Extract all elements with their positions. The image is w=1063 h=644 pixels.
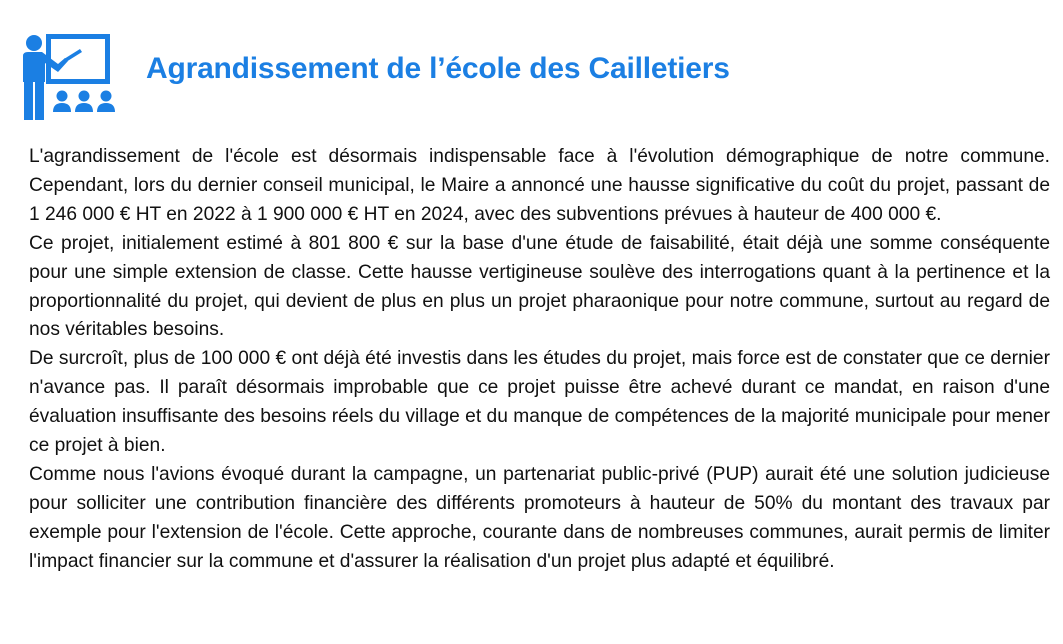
teacher-classroom-icon [18,30,122,122]
paragraph-1: L'agrandissement de l'école est désormais indispensable face à l'évolution démographique de notre commune. Cependant, lors du dernier conseil municipal, le Maire a annoncé une hausse significative du coût du projet, passant de 1 246 000 € HT en 2022 à 1 900 000 € HT en 2024, avec des subventions prévues à hauteur de 400 000 €. [29,146,1050,225]
paragraph-2: Ce projet, initialement estimé à 801 800 € sur la base d'une étude de faisabilité, était déjà une somme conséquente pour une simple extension de classe. Cette hausse vertigineuse soulève des interrogations quant à la pertinence et la proportionnalité du projet, qui devient de plus en plus un projet pharaonique pour notre commune, surtout au regard de nos véritables besoins. [29,232,1050,341]
article-body [29,143,1050,577]
paragraph-3: De surcroît, plus de 100 000 € ont déjà été investis dans les études du projet, mais force est de constater que ce dernier n'avance pas. Il paraît désormais improbable que ce projet puisse être achevé durant ce mandat, en raison d'une évaluation insuffisante des besoins réels du village et du manque de compétences de la majorité municipale pour mener ce projet à bien. [29,348,1050,457]
article-header [18,30,122,122]
page-title: Agrandissement de l’école des Cailletiers [146,52,730,85]
paragraph-4: Comme nous l'avions évoqué durant la campagne, un partenariat public-privé (PUP) aurait été une solution judicieuse pour solliciter une contribution financière des différents promoteurs à hauteur de 50% du montant des travaux par exemple pour l'extension de l'école. Cette approche, courante dans de nombreuses communes, aurait permis de limiter l'impact financier sur la commune et d'assurer la réalisation d'un projet plus adapté et équilibré. [29,463,1050,572]
